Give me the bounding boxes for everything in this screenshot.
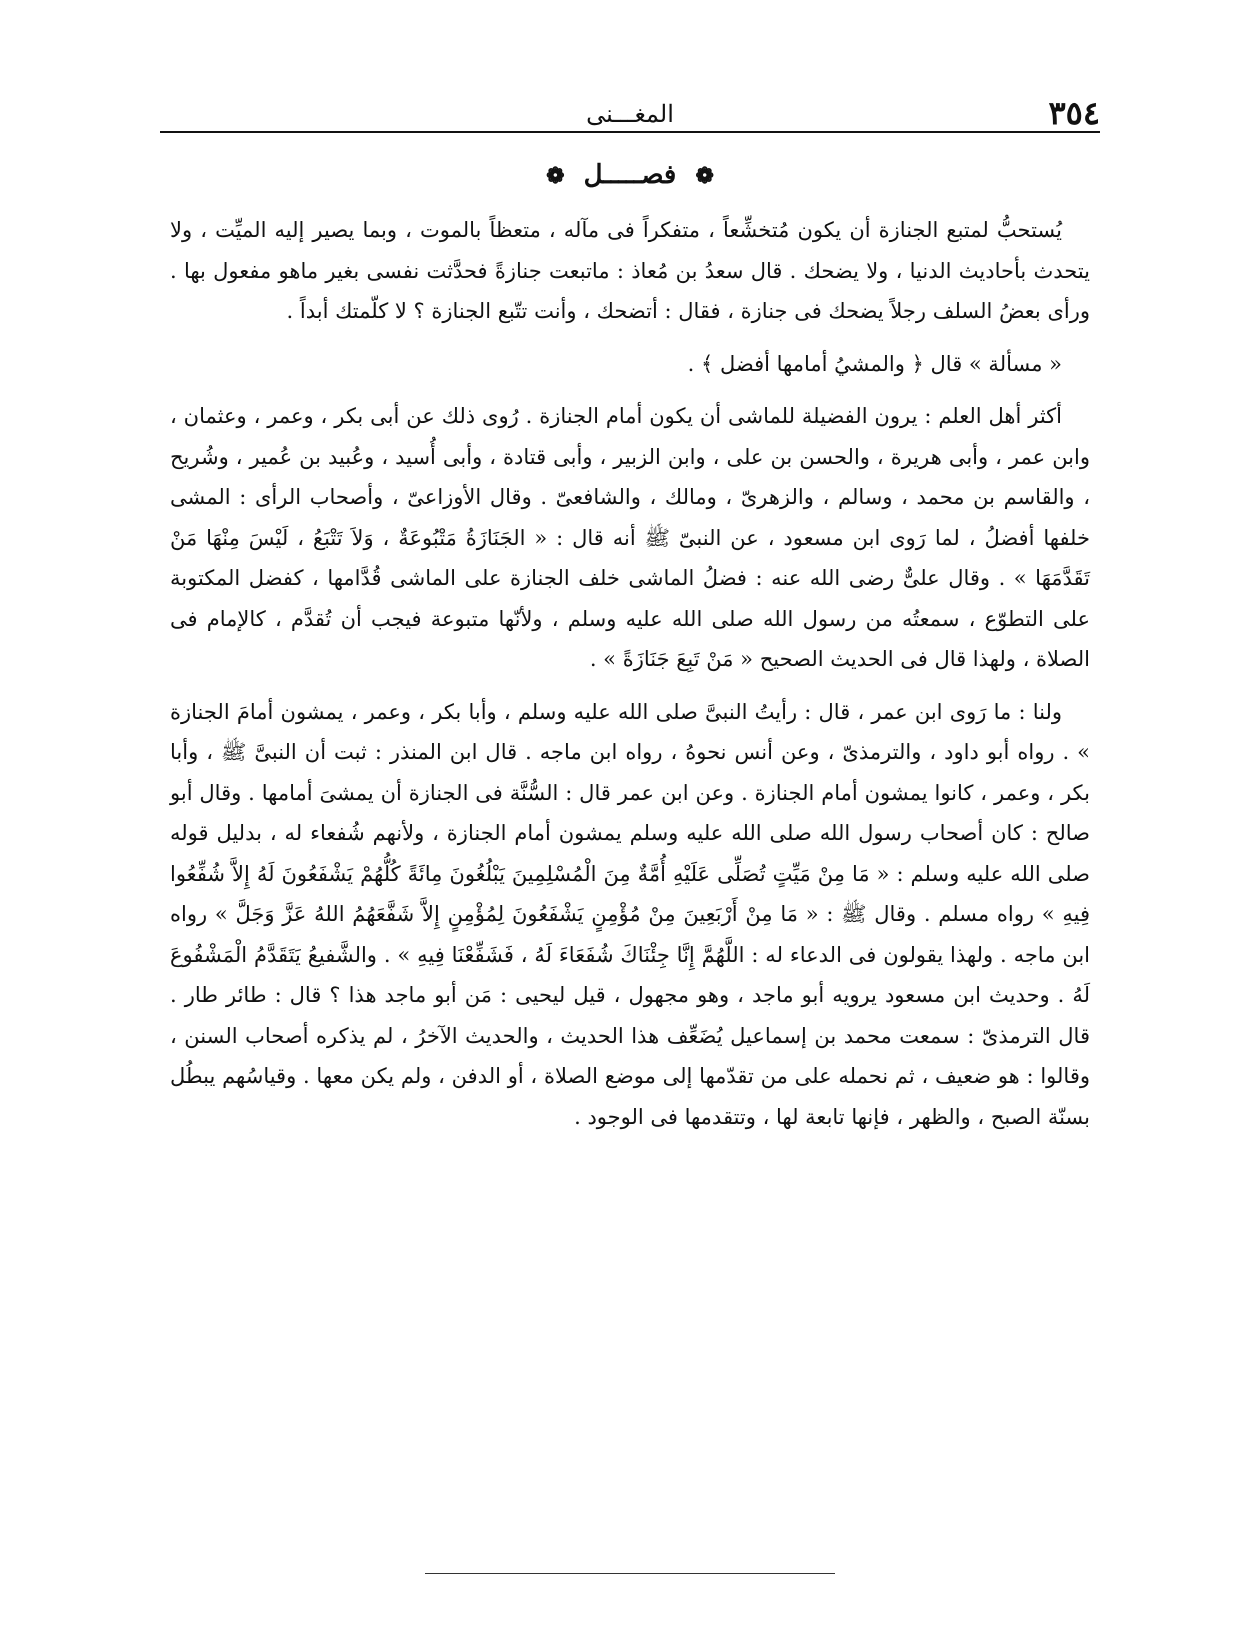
paragraph-1: يُستحبُّ لمتبع الجنازة أن يكون مُتخشِّعاً ، متفكراً فى مآله ، متعظاً بالموت ، وبما يصير إليه الميِّت ، ولا يتحدث بأحاديث الدنيا ، ولا يضحك . قال سعدُ بن مُعاذ : ماتبعت جنازةً فحدَّثت نفسى بغير ماهو مفعول بها . ورأى بعضُ السلف رجلاً يضحك فى جنازة ، فقال : أتضحك ، وأنت تتّبع الجنازة ؟ لا كلّمتك أبداً . <box>170 218 1090 323</box>
paragraph-3: ولنا : ما رَوى ابن عمر ، قال : رأيتُ النبىَّ صلى الله عليه وسلم ، وأبا بكر ، وعمر ، يمشون أمامَ الجنازة » . رواه أبو داود ، والترمذىّ ، وعن أنس نحوهُ ، رواه ابن ماجه . قال ابن المنذر : ثبت أن النبىَّ ﷺ ، وأبا بكر ، وعمر ، كانوا يمشون أمام الجنازة . وعن ابن عمر قال : السُّنَّة فى الجنازة أن يمشىَ أمامها . وقال أبو صالح : كان أصحاب رسول الله صلى الله عليه وسلم يمشون أمام الجنازة ، ولأنهم شُفعاء له ، بدليل قوله صلى الله عليه وسلم : « مَا مِنْ مَيِّتٍ تُصَلِّى عَلَيْهِ أُمَّةٌ مِنَ الْمُسْلِمِينَ يَبْلُغُونَ مِائَةً كُلُّهُمْ يَشْفَعُونَ لَهُ إِلاَّ شُفِّعُوا فِيهِ » رواه مسلم . وقال ﷺ : « مَا مِنْ أَرْبَعِينَ مِنْ مُؤْمِنٍ يَشْفَعُونَ لِمُؤْمِنٍ إِلاَّ شَفَّعَهُمُ اللهُ عَزَّ وَجَلَّ » رواه ابن ماجه . ولهذا يقولون فى الدعاء له : اللَّهُمَّ إِنَّا جِئْنَاكَ شُفَعَاءَ لَهُ ، فَشَفِّعْنَا فِيهِ » . والشَّفيعُ يَتَقَدَّمُ الْمَشْفُوعَ لَهُ . وحديث ابن مسعود يرويه أبو ماجد ، وهو مجهول ، قيل ليحيى : مَن أبو ماجد هذا ؟ قال : طائر طار . قال الترمذىّ : سمعت محمد بن إسماعيل يُضَعِّف هذا الحديث ، والحديث الآخرُ ، لم يذكره أصحاب السنن ، وقالوا : هو ضعيف ، ثم نحمله على من تقدّمها إلى موضع الصلاة ، أو الدفن ، ولم يكن معها . وقياسُهم يبطُل بسنّة الصبح ، والظهر ، فإنها تابعة لها ، وتتقدمها فى الوجود . <box>170 699 1090 1129</box>
masala-line: « مسألة » قال ﴿ والمشيُ أمامها أفضل ﴾ . <box>687 351 1062 376</box>
body-text <box>170 210 1090 1149</box>
footer-rule <box>425 1573 835 1574</box>
paragraph-2: أكثر أهل العلم : يرون الفضيلة للماشى أن يكون أمام الجنازة . رُوى ذلك عن أبى بكر ، وعمر ، وعثمان ، وابن عمر ، وأبى هريرة ، والحسن بن على ، وابن الزبير ، وأبى قتادة ، وأبى أُسيد ، وعُبيد بن عُمير ، وشُريح ، والقاسم بن محمد ، وسالم ، والزهرىّ ، ومالك ، والشافعىّ . وقال الأوزاعىّ ، وأصحاب الرأى : المشى خلفها أفضلُ ، لما رَوى ابن مسعود ، عن النبىّ ﷺ أنه قال : « الجَنَازَةُ مَتْبُوعَةٌ ، وَلاَ تَتْبَعُ ، لَيْسَ مِنْهَا مَنْ تَقَدَّمَهَا » . وقال علىٌّ رضى الله عنه : فضلُ الماشى خلف الجنازة على الماشى قُدَّامها ، كفضل المكتوبة على التطوّع ، سمعتُه من رسول الله صلى الله عليه وسلم ، ولأنّها متبوعة فيجب أن تُقدَّم ، كالإمام فى الصلاة ، ولهذا قال فى الحديث الصحيح « مَنْ تَبِعَ جَنَازَةً » . <box>170 404 1090 671</box>
running-title: المغـــنى <box>586 100 674 128</box>
ornament-icon: ❁ <box>695 163 714 189</box>
page-number: ٣٥٤ <box>1048 94 1100 132</box>
header-rule <box>160 131 1100 133</box>
page-header <box>160 92 1100 132</box>
section-title: فصـــــل <box>583 160 677 190</box>
ornament-icon: ❁ <box>546 163 565 189</box>
section-heading <box>160 160 1100 190</box>
